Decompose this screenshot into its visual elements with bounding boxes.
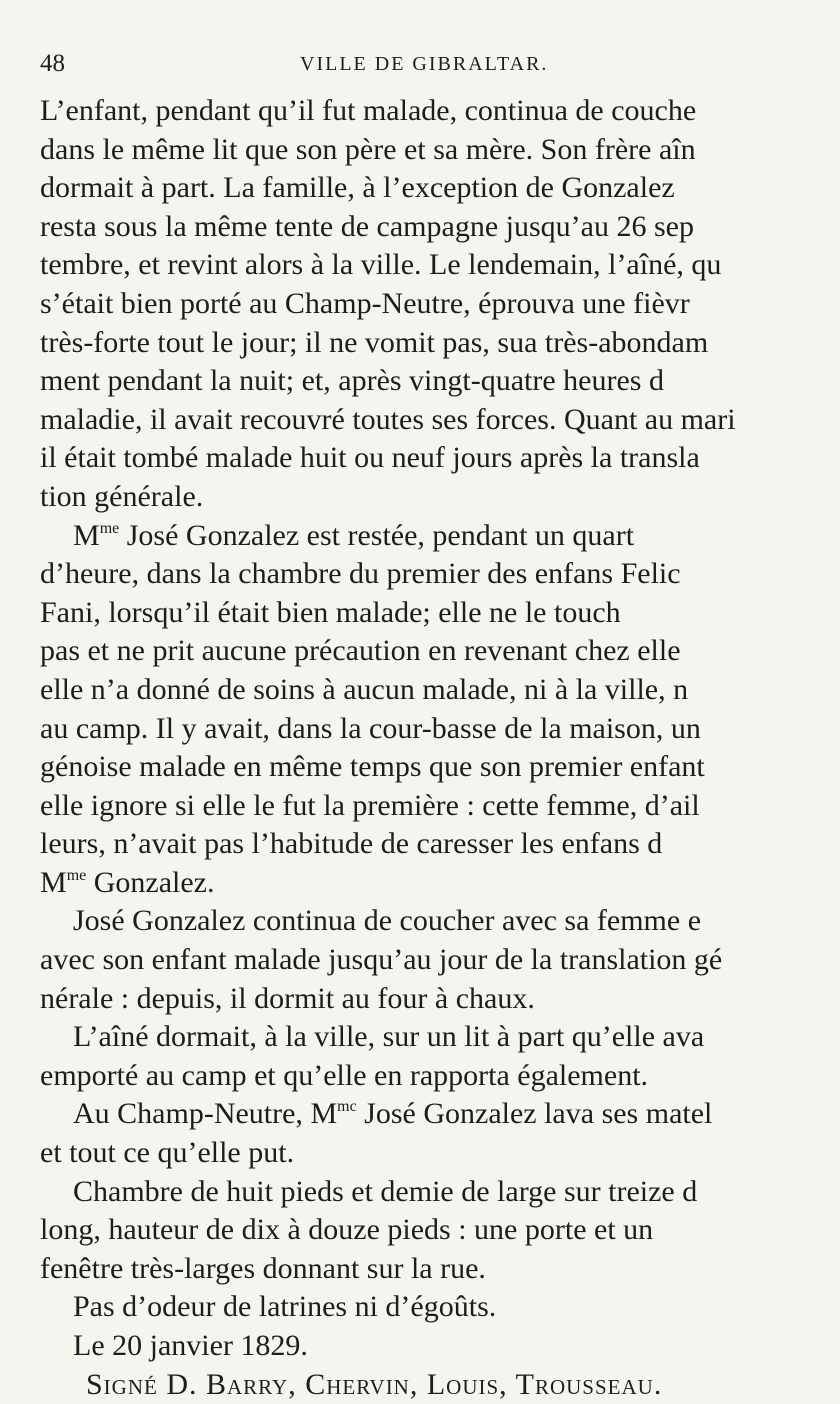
text-line: très-forte tout le jour; il ne vomit pas, sua très-abondam bbox=[40, 325, 709, 359]
text-line: José Gonzalez continua de coucher avec sa femme e bbox=[73, 904, 702, 938]
page-header bbox=[40, 50, 800, 84]
text-line: au camp. Il y avait, dans la cour-basse de la maison, un bbox=[40, 711, 701, 745]
text-line: maladie, il avait recouvré toutes ses forces. Quant au mari bbox=[40, 402, 736, 436]
text-line: génoise malade en même temps que son premier enfant bbox=[40, 750, 705, 784]
abbrev-madame: $M^{me}$ bbox=[73, 518, 120, 552]
text-line: Fani, lorsqu’il était bien malade; elle ne le touch bbox=[40, 595, 621, 629]
text-line: tion générale. bbox=[40, 479, 204, 513]
text-line: et tout ce qu’elle put. bbox=[40, 1136, 295, 1170]
text-line: avec son enfant malade jusqu’au jour de la translation gé bbox=[40, 943, 723, 977]
page-number: 48 bbox=[40, 50, 65, 77]
text-line: elle n’a donné de soins à aucun malade, ni à la ville, n bbox=[40, 672, 689, 706]
text-line: Pas d’odeur de latrines ni d’égoûts. bbox=[73, 1290, 497, 1324]
text-line: ment pendant la nuit; et, après vingt-quatre heures d bbox=[40, 364, 664, 398]
text-line: tembre, et revint alors à la ville. Le lendemain, l’aîné, qu bbox=[40, 248, 722, 282]
text-line: resta sous la même tente de campagne jusqu’au 26 sep bbox=[40, 209, 694, 243]
abbrev-madame: $M^{me}$ bbox=[40, 865, 87, 899]
date-line: Le 20 janvier 1829. bbox=[73, 1329, 308, 1362]
text-line: Chambre de huit pieds et demie de large sur treize d bbox=[73, 1174, 698, 1208]
text-line: d’heure, dans la chambre du premier des enfans Felic bbox=[40, 557, 681, 591]
text-line: $M^{me}$ Gonzalez. bbox=[40, 865, 215, 899]
text-line: fenêtre très-larges donnant sur la rue. bbox=[40, 1251, 486, 1285]
text-line: leurs, n’avait pas l’habitude de caresser les enfans d bbox=[40, 827, 663, 861]
text-line: L’aîné dormait, à la ville, sur un lit à part qu’elle ava bbox=[73, 1020, 705, 1054]
text-line: elle ignore si elle le fut la première : cette femme, d’ail bbox=[40, 788, 700, 822]
text-line: pas et ne prit aucune précaution en revenant chez elle bbox=[40, 634, 681, 668]
text-line: il était tombé malade huit ou neuf jours après la transla bbox=[40, 441, 700, 475]
text-line: dormait à part. La famille, à l’exception de Gonzalez bbox=[40, 171, 675, 205]
running-title: VILLE DE GIBRALTAR. bbox=[300, 53, 549, 75]
text-line: nérale : depuis, il dormit au four à chaux. bbox=[40, 981, 535, 1015]
text-line: L’enfant, pendant qu’il fut malade, continua de couche bbox=[40, 94, 697, 127]
text-line: $M^{me}$ José Gonzalez est restée, pendant un quart bbox=[73, 518, 635, 552]
signature-line: Signé D. Barry, Chervin, Louis, Trousseau. bbox=[86, 1367, 663, 1401]
text-line: s’était bien porté au Champ-Neutre, éprouva une fièvr bbox=[40, 286, 690, 320]
text-line: long, hauteur de dix à douze pieds : une porte et un bbox=[40, 1213, 654, 1247]
text-line: emporté au camp et qu’elle en rapporta également. bbox=[40, 1058, 649, 1092]
body-text bbox=[40, 92, 840, 1404]
abbrev-madame: $M^{mc}$ bbox=[310, 1097, 357, 1131]
text-line: Au Champ-Neutre, $M^{mc}$ José Gonzalez lava ses matel bbox=[73, 1097, 713, 1131]
text-line: dans le même lit que son père et sa mère. Son frère aîn bbox=[40, 132, 696, 166]
